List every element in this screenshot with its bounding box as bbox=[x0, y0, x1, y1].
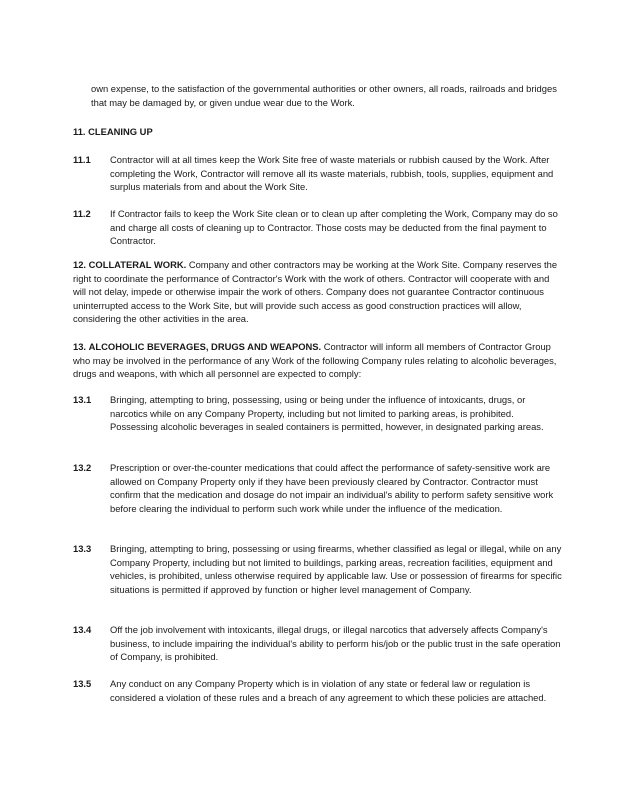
clause-11-2-number: 11.2 bbox=[73, 208, 91, 219]
clause-13-5-number: 13.5 bbox=[73, 678, 92, 689]
clause-13-1-text: Bringing, attempting to bring, possessing, using or being under the influence of intoxicants, drugs, or narcotics while on any Company Property, including but not limited to parking areas, is prohibited. Possessing alcoholic beverages in sealed containers is permitted, however, in designated parking areas. bbox=[110, 394, 544, 432]
clause-11-1-number: 11.1 bbox=[73, 154, 91, 165]
clause-13-2-text: Prescription or over-the-counter medications that could affect the performance of safety-sensitive work are allowed on Company Property only if they have been previously cleared by Contractor. Contractor must confirm that the medication and dosage do not impair an individual's ability to perform safety sensitive work before clearing the individual to perform such work while under the influence of the medication. bbox=[110, 462, 554, 514]
section-12-text: Company and other contractors may be working at the Work Site. Company reserves the right to coordinate the performance of Contractor's Work with the work of others. Contractor will cooperate with and will not delay, impede or otherwise impair the work of others. Company does not guarantee Contractor continuous uninterrupted access to the Work Site, but will provide such access as good construction practices will allow, considering the other activities in the area. bbox=[73, 259, 558, 324]
clause-13-5-text: Any conduct on any Company Property which is in violation of any state or federal law or regulation is considered a violation of these rules and a breach of any agreement to which these policies are attached. bbox=[110, 678, 547, 703]
clause-11-1-text: Contractor will at all times keep the Work Site free of waste materials or rubbish caused by the Work. After completing the Work, Contractor will remove all its waste materials, rubbish, tools, supplies, equipment and surplus materials from and about the Work Site. bbox=[110, 154, 554, 192]
continuation-paragraph: own expense, to the satisfaction of the governmental authorities or other owners, all roads, railroads and bridges that may be damaged by, or given undue wear due to the Work. bbox=[91, 83, 557, 108]
clause-13-3-text: Bringing, attempting to bring, possessing or using firearms, whether classified as legal or illegal, while on any Company Property, including but not limited to buildings, parking areas, recreation facilities, equipment and vehicles, is prohibited, unless otherwise required by applicable law. Use or possession of firearms for specific situations is permitted if approved by function or higher level management of Company. bbox=[110, 543, 562, 595]
section-13-paragraph bbox=[73, 340, 562, 381]
clause-13-2-number: 13.2 bbox=[73, 462, 92, 473]
clause-13-4-number: 13.4 bbox=[73, 624, 92, 635]
clause-13-1-number: 13.1 bbox=[73, 394, 92, 405]
section-13-text: Contractor will inform all members of Contractor Group who may be involved in the performance of any Work of the following Company rules relating to alcoholic beverages, drugs and weapons, with which all personnel are expected to comply: bbox=[73, 341, 557, 379]
section-13-title: ALCOHOLIC BEVERAGES, DRUGS AND WEAPONS. bbox=[88, 341, 322, 352]
clause-13-3-number: 13.3 bbox=[73, 543, 92, 554]
section-13-number: 13. bbox=[73, 341, 87, 352]
section-12-title: COLLATERAL WORK. bbox=[88, 259, 187, 270]
section-11-heading: 11. CLEANING UP bbox=[73, 126, 153, 137]
section-12-paragraph bbox=[73, 258, 562, 326]
section-12-number: 12. bbox=[73, 259, 87, 270]
clause-13-4-text: Off the job involvement with intoxicants, illegal drugs, or illegal narcotics that adversely affects Company's business, to include impairing the individual's ability to perform his/job or the public trust in the safe operation of Company, is prohibited. bbox=[110, 624, 561, 662]
clause-11-2-text: If Contractor fails to keep the Work Site clean or to clean up after completing the Work, Company may do so and charge all costs of cleaning up to Contractor. Those costs may be deducted from the final payment to Contractor. bbox=[110, 208, 558, 246]
